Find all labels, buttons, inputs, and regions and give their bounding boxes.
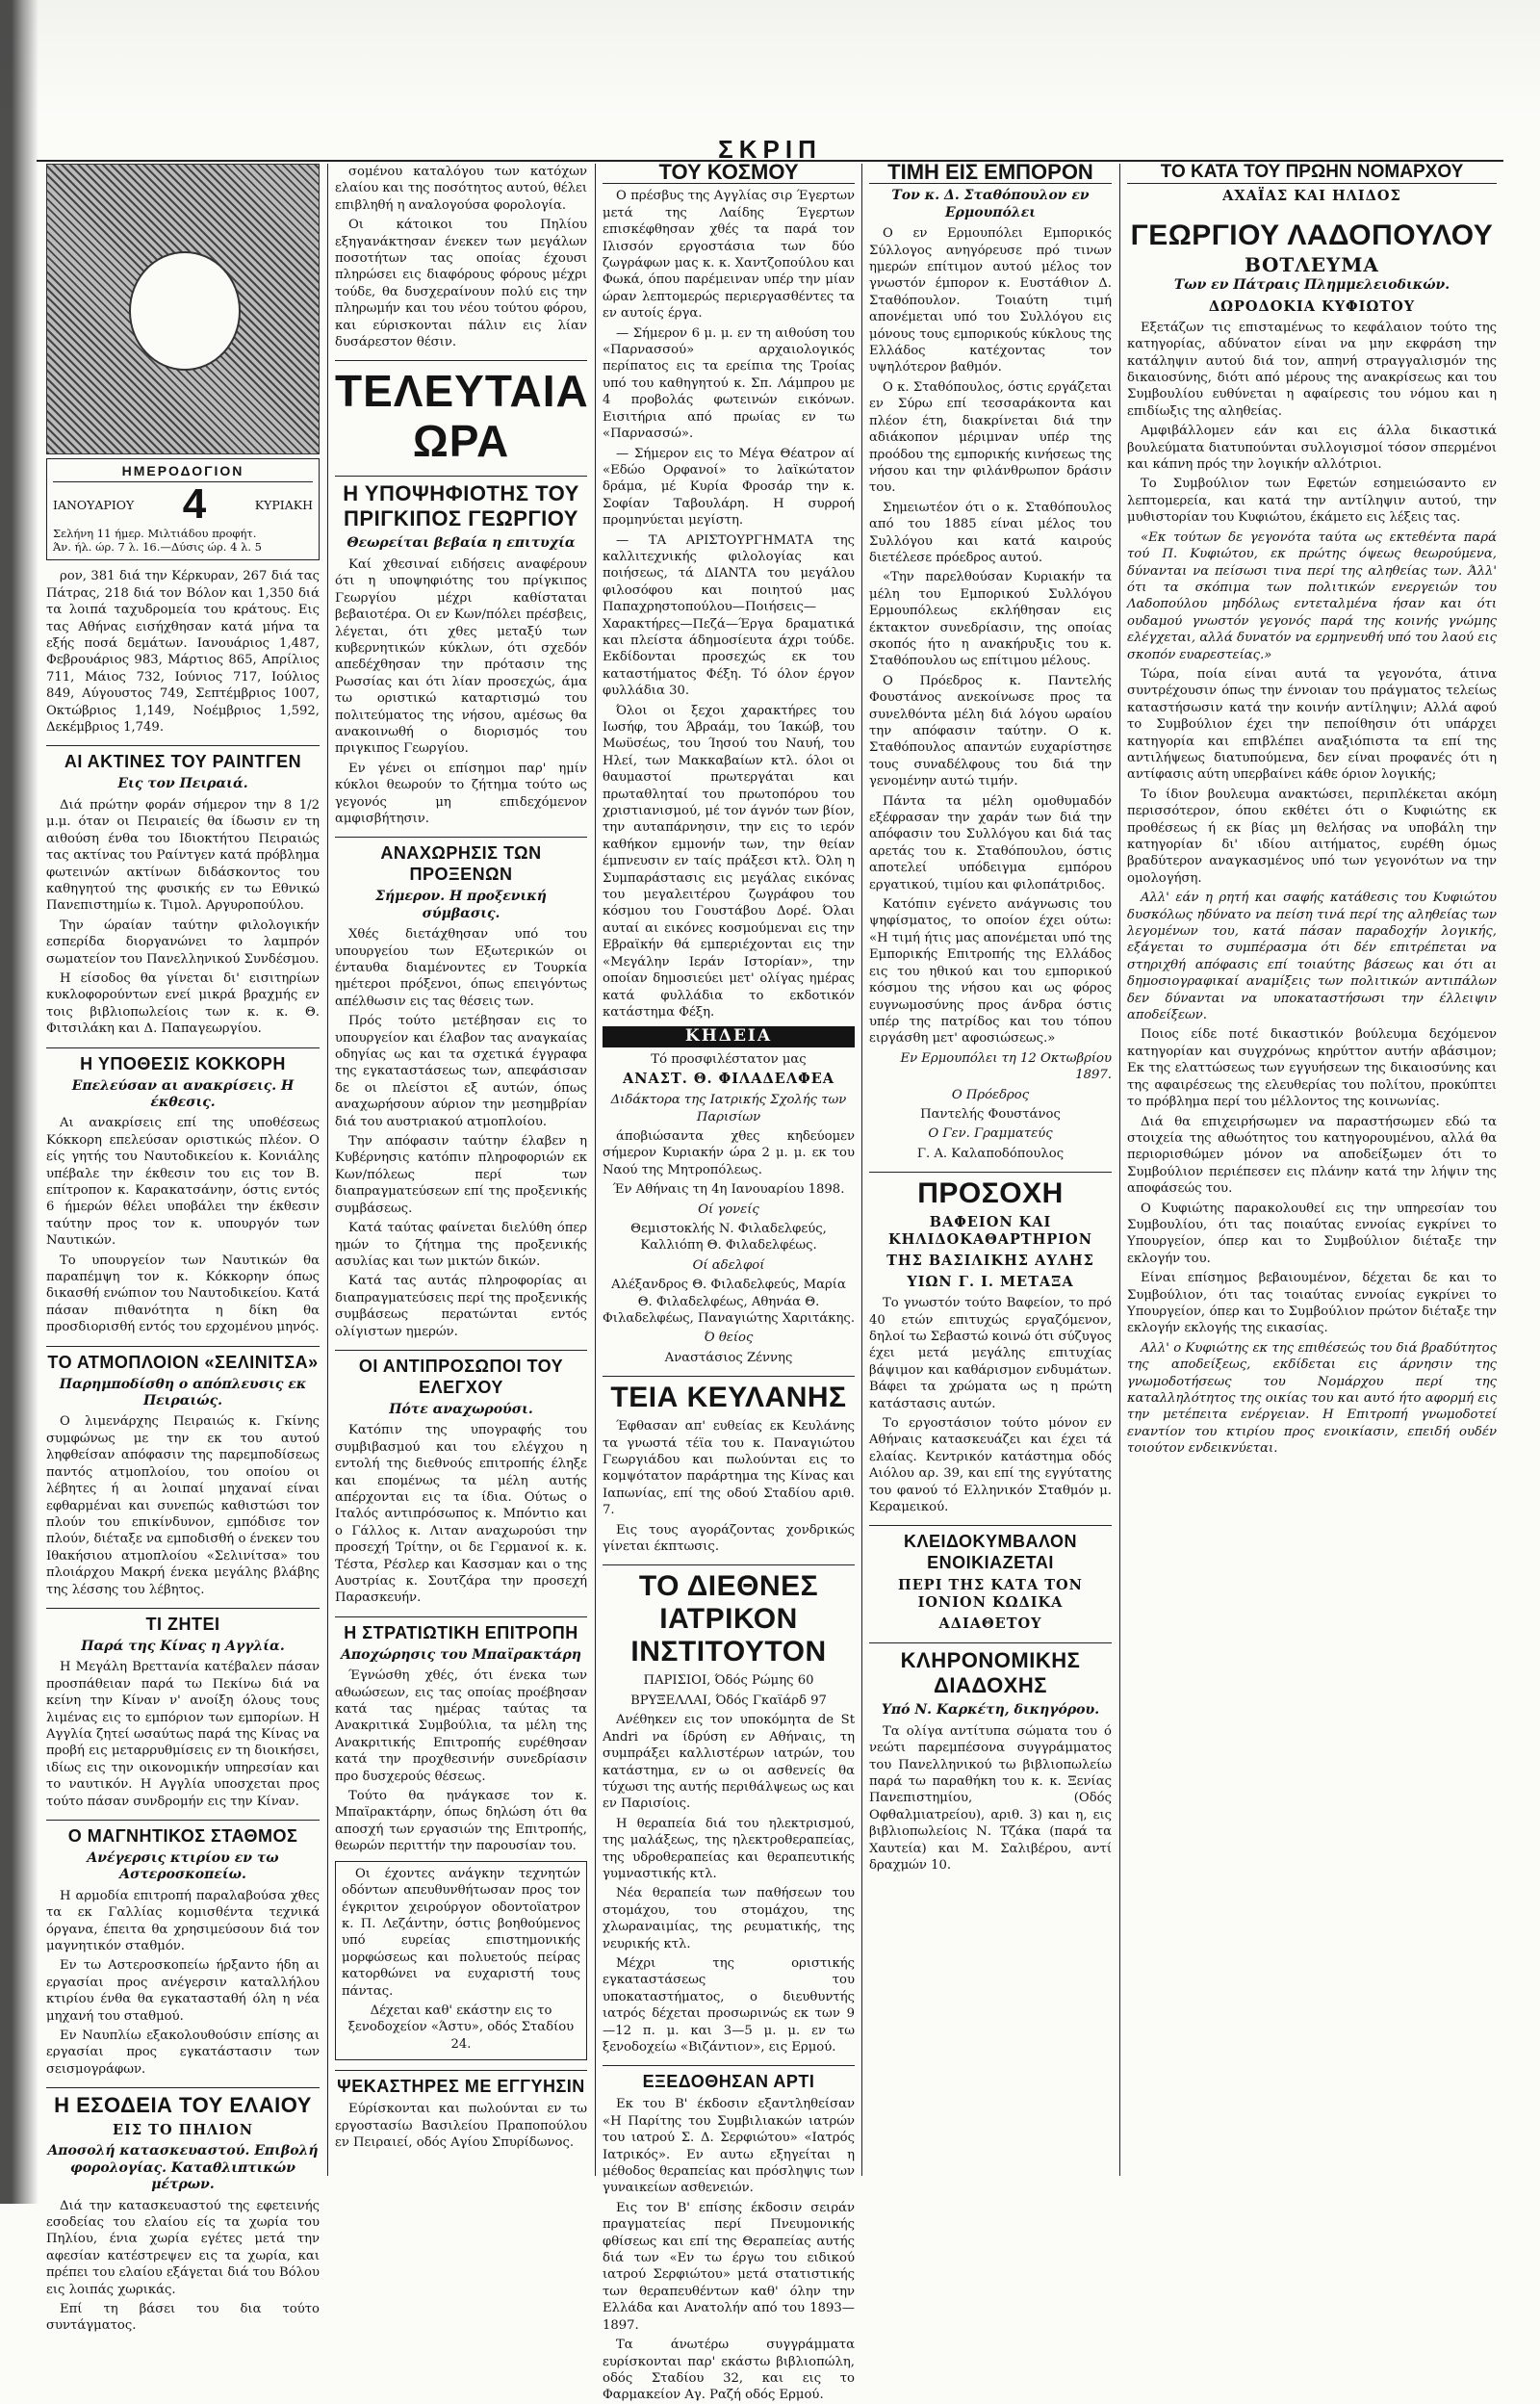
article-text: Κατά ταύτας φαίνεται διελύθη όπερ ημών το ζήτημα της προξενικής ασυλίας και των μικτών δικών. (335, 1221, 587, 1269)
article-text: Έγνώσθη χθές, ότι ένεκα των αθωώσεων, εις τας οποίας προέβησαν κατά τας ημέρας ταύτας τα Ανακριτικά Συμβούλια, τα μέλη της Ανακριτικής Επιτροπής ευρέθησαν κατά την προχθεσινήν συνεδρίασιν προ δυσχερούς θέσεως. (335, 1668, 587, 1784)
signature-line: Ο Πρόεδρος (951, 1087, 1030, 1102)
section-title: ΤΙΜΗ ΕΙΣ ΕΜΠΟΡΟΝ (869, 164, 1112, 184)
article-text: Το υπουργείον των Ναυτικών θα παραπέμψη τον κ. Κόκκορην όπως δικασθή ενώπιον του Ναυτοδικείου. Κατά πάσαν πιθανότητα η δίκη θα προσδιορισθή εντός του ερχομένου μηνός. (46, 1253, 320, 1335)
article-text: Εκ του Β' έκδοσιν εξαντληθείσαν «Η Παρίτης του Συμβιλιακών ιατρών του ιατρού Σ. Δ. Σερφιώτου» «Ιατρός Ιατρικός». Εν αυτω εξηγείται η μέθοδος θεραπείας και πρόσληψις των γυναικείων ασθενειών. (603, 2097, 855, 2196)
article-text: Τα άνωτέρω συγγράμματα ευρίσκονται παρ' εκάστω βιβλιοπώλη, οδός Σταδίου 32, και εις το Φαρμακείον Αγ. Ραζή οδός Ερμού. (603, 2338, 855, 2403)
scan-top-margin (0, 0, 1540, 116)
notice-text: άποβιώσαντα χθες κηδεύομεν σήμερον Κυριακήν ώρα 2 μ. μ. εκ του Ναού της Μητροπόλεως. (603, 1128, 855, 1177)
headline: ΕΞΕΔΟΘΗΣΑΝ ΑΡΤΙ (603, 2065, 855, 2092)
article-text: Εξετάζων τις επισταμένως το κεφάλαιον τούτο της κατηγορίας, αδύνατον είναι να μην εκφράση την κατάληψιν αυτού διά τον, απηνή στραγγαλισμόν της δικαιοσύνης, διότι από μέρους της ανακρίσεως και του Συμβουλίου ευθύνεται η αφαίρεσις του νόμου και η επιδίωξις της αληθείας. (1127, 320, 1497, 419)
article-text: ρον, 381 διά την Κέρκυραν, 267 διά τας Πάτρας, 218 διά τον Βόλον και 1,350 διά τα λοιπά ταχυδρομεία του κράτους. Εις τας Αθήνας εισήχθησαν κατά μήνα τα εξής ποσά δεμάτων. Ιανουάριος 1,487, Φεβρουάριος 983, Μάρτιος 865, Απρίλιος 711, Μάιος 732, Ιούνιος 717, Ιούλιος 849, Αύγουστος 749, Σεπτέμβριος 1007, Οκτώβριος 1,149, Νοέμβριος 1,592, Δεκέμβριος 1,749. (46, 569, 320, 736)
article-text: Ο Κυφιώτης παρακολουθεί εις την υπηρεσίαν του Συμβουλίου, ότι τας ποιαύτας εννοίας εγκρίνει το Υπουργείον, όπερ και το Συμβούλιον διέταξε την εκλογήν του. (1127, 1201, 1497, 1266)
article-text: Ανέθηκεν εις τον υποκόμητα de St Andri να ίδρύση εν Αθήναις, τη συμπράξει καλλιστέρων ιατρών, του κατάστημα, εν ω οι ασθενείς θα τύχωσι της αυτής περιθάλψεως ως και εν Παρισίοις. (603, 1713, 855, 1812)
subheadline: Αποχώρησις του Μπαϊρακτάρη (341, 1646, 581, 1663)
article-text: Διά θα επιχειρήσωμεν να παραστήσωμεν εδώ τα στοιχεία της αθωότητος του κατηγορουμένου, αλλά θα περιορισθώμεν μόνον να αποδείξωμεν ότι το Συμβούλιον περιέπεσεν εις πλάνην κατά την λήψιν της αποφάσεώς του. (1127, 1114, 1497, 1197)
article-text: Την ώραίαν ταύτην φιλολογικήν εσπερίδα διοργανώνει το λαμπρόν σωματείον του Πανελληνικού Συνδέσμου. (46, 918, 320, 967)
headline-line-2: ΑΧΑΪΑΣ ΚΑΙ ΗΛΙΔΟΣ (1222, 188, 1401, 205)
headline: Η ΣΤΡΑΤΙΩΤΙΚΗ ΕΠΙΤΡΟΠΗ (335, 1616, 587, 1643)
article-text: Μέχρι της οριστικής εγκαταστάσεως του υποκαταστήματος, ο διευθυντής ιατρός δέχεται προσωρινώς εκ των 9—12 π. μ. και 3—5 μ. μ. εν τω ξενοδοχείω «Βιζάντιον», εις Ερμού. (603, 1955, 855, 2055)
headline: ΤΕΙΑ ΚΕΥΛΑΝΗΣ (603, 1376, 855, 1414)
notice-line: Ό θείος (704, 1331, 754, 1346)
article-text: Διά την κατασκευαστού της εφετεινής εσοδείας του ελαίου είς τα χωρία του Πηλίου, ένια χωρία εγέτες μετά την αφεσίαν κατέστρεψεν εις τα χωρία, και πρέπει του ελαίου εξάγεται διά του Βόλου εις λοιπάς χωρικάς. (46, 2198, 320, 2297)
article-text: Εν τω Αστεροσκοπείω ήρξαντο ήδη αι εργασίαι προς ανέγερσιν καταλλήλου κτιρίου ένθα θα εγκατασταθή όλη η νέα μηχανή του σταθμού. (46, 1958, 320, 2024)
article-text: Όλοι οι ξεχοι χαρακτήρες του Ιωσήφ, του Άβραάμ, του Ίακώβ, του Μωϋσέως, του Ίησού του Ναυή, του Ηλεί, των Μακκαβαίων κτλ. όλοι οι θαυμαστοί πρωτεργάται και πρωταθληταί του πρωτοπόρου του χριστιανισμού, μέ τον άγνόν των βίον, την αυταπάρνησιν, την εις το ιερόν καθήκον εμμονήν των, την θείαν έμπνευσιν εν ταίς πράξεσι κτλ. Όλη η Συμπαράστασις εις μεγάλας εικόνας του μεγαλειτέρου ζωγράφου του κόσμου του Γουστάβου Δορέ. Όλαι αυταί αι εικόνες κοσμούμεναι εις την Εβραϊκήν θά εμπεριέχονται εις την «Μεγάλην Ιεράν Ιστορίαν», την οποίαν δημοσιεύει μετ' ολίγας ημέρας κατά φυλλάδια το εκδοτικόν κατάστημα Φέξη. (603, 703, 855, 1020)
article-text: Οι κάτοικοι του Πηλίου εξηγανάκτησαν ένεκεν των μεγάλων ποσοτήτων τας οποίας έχουσι πληρώσει εις διαφόρους φόρους μέχρι τούδε, θα δυσχεραίνουν πολύ εις την πληρωμήν και του νέου τούτου φόρου, και εύρισκονται πάλιν εις λίαν δυσάρεστον θέσιν. (335, 218, 587, 350)
headline: ΤΟ ΔΙΕΘΝΕΣ ΙΑΤΡΙΚΟΝ ΙΝΣΤΙΤΟΥΤΟΝ (603, 1564, 855, 1668)
column-4 (869, 160, 1112, 2176)
headline: ΠΕΡΙ ΤΗΣ ΚΑΤΑ ΤΟΝ ΙΟΝΙΟΝ ΚΩΔΙΚΑ (898, 1577, 1083, 1612)
almanac-weekday: ΚΥΡΙΑΚΗ (254, 497, 313, 512)
article-quote: «Εκ τούτων δε γεγονότα ταύτα ως εκτεθέντα παρά τού Π. Κυφιώτου, εκ πρώτης όψεως θεωρούμενα, δύνανται να πείσωσι τινα περί της αληθείας των. Άλλ' ότι τα σκόπιμα των πολιτικών ενεργειών του Λαδοπούλου μηδόλως εντεταλμένα ήσαν και ότι ουδαμού γνωστόν γεγονός παρά της κοινής γνώμης ελέγχεται, αλλά δυνατόν να ερμηνευθή υπό του λαού εις σκοπόν ευαρεστείας.» (1127, 530, 1497, 662)
subheadline: Των εν Πάτραις Πλημμελειοδικών. (1173, 277, 1450, 294)
article-text: Κατόπιν της υπογραφής του συμβιβασμού και του ελέγχου η εντολή της διεθνούς επιτροπής έληξε και επομένως τα μέλη αυτής απέρχονται εις τα ίδια. Ούτως ο Ιταλός αντιπρόσωπος κ. Μπόντιο και ο Γάλλος κ. Λιταν αναχωρούσι την προσεχή Τρίτην, οι δε Γερμανοί κ. κ. Τέστα, Ρέσλερ και Κασσμαν και ο της Αυστρίας κ. Σουτζάρα την προσεχή Παρασκευήν. (335, 1423, 587, 1606)
subheadline: Τον κ. Δ. Σταθόπουλον εν Ερμουπόλει (891, 188, 1090, 220)
article-text: Κατά τας αυτάς πληροφορίας αι διαπραγματεύσεις περί της προξενικής συμβάσεως περατώνται εντός ολίγιστων ημερών. (335, 1274, 587, 1339)
article-text: Έφθασαν απ' ευθείας εκ Κευλάνης τα γνωστά τέϊα του κ. Παναγιώτου Γεωργιάδου και πωλούνται εις το κομψότατον παράρτημα της Κίνας και Ιαπωνίας, επί της οδού Σταδίου αριθ. 7. (603, 1419, 855, 1518)
column-5 (1127, 164, 1497, 2176)
headline: Η ΥΠΟΨΗΦΙΟΤΗΣ ΤΟΥ ΠΡΙΓΚΙΠΟΣ ΓΕΩΡΓΙΟΥ (335, 476, 587, 531)
column-rule (861, 164, 862, 2176)
article-text: Πρός τούτο μετέβησαν εις το υπουργείον και έλαβον τας αναγκαίας οδηγίας ως και τα σχετικά έγγραφα της εγκαταστάσεως των, απεφάσισαν δε οι πλείστοι εξ αυτών, όπως αναχωρήσουν αύριον την μεσημβρίαν διά του αυστριακού ατμοπλοίου. (335, 1014, 587, 1129)
column-2 (335, 164, 587, 2176)
column-rule (595, 164, 596, 2176)
ad-address: Δέχεται καθ' εκάστην εις το ξενοδοχείον «Άστυ», οδός Σταδίου 24. (347, 2003, 575, 2052)
column-1 (46, 164, 320, 2334)
article-text: Νέα θεραπεία των παθήσεων του στομάχου, του στομάχου, της χλωραναιμίας, της ρευματικής, της νευρικής κτλ. (603, 1886, 855, 1952)
subheadline: Θεωρείται βεβαία η επιτυχία (346, 535, 576, 552)
almanac-moon: Σελήνη 11 ήμερ. Μιλτιάδου προφήτ. (53, 527, 257, 541)
article-text: Εν γένει οι επίσημοι παρ' ημίν κύκλοι θεωρούν το ζήτημα τούτο ως γεγονός μη επιδεχόμενον αμφισβήτησιν. (335, 761, 587, 826)
article-text: Χθές διετάχθησαν υπό του υπουργείου των Εξωτερικών οι ένταυθα διαμένοντες εν Τουρκία ημέτεροι πρόξενοι, όπως επειγόντως απέλθωσιν εις τας θέσεις των. (335, 927, 587, 1009)
notice-line: Τό προσφιλέστατον μας (651, 1051, 807, 1067)
article-text: Ο Πρόεδρος κ. Παντελής Φουστάνος ανεκοίνωσε προς τα συνελθόντα μέλη διά λόγου ωραίου την απόφασιν ταύτην. Ο κ. Σταθόπουλος απαντών ευχαρίστησε τους συναδέλφους του διά την γενομένην αυτώ τιμήν. (869, 673, 1112, 789)
notice-date: Έν Αθήναις τη 4η Ιανουαρίου 1898. (612, 1182, 845, 1198)
headline-line-4: ΒΟΤΛΕΥΜΑ (1245, 253, 1379, 277)
article-text: Επί τη βάσει του δια τούτο συντάγματος. (46, 2301, 320, 2334)
section-title: ΤΟ ΚΑΤΑ ΤΟΥ ΠΡΩΗΝ ΝΟΜΑΡΧΟΥ (1127, 164, 1497, 184)
masthead: ΣΚΡΙΠ (718, 135, 822, 164)
funeral-notice-title: ΚΗΔΕΙΑ (603, 1026, 855, 1047)
article-text: Ο εν Ερμουπόλει Εμπορικός Σύλλογος ανηγόρευσε πρό τινων ημερών επίτιμον αυτού μέλος τον γνωστόν έμπορον κ. Ευστάθιον Δ. Σταθόπουλον. Τοιαύτη τιμή απονέμεται υπό του Συλλόγου εις μόνους τους εμπορικούς κύκλους της Ελλάδος κατέχοντας τον υψηλότερον βαθμόν. (869, 226, 1112, 375)
article-text: Εύρίσκονται και πωλούνται εν τω εργοστασίω Βασιλείου Πραποπούλου εν Πειραιεί, οδός Αγίου Σπυρίδωνος. (335, 2102, 587, 2150)
headline: Ο ΜΑΓΝΗΤΙΚΟΣ ΣΤΑΘΜΟΣ (46, 1820, 320, 1847)
article-text: Ποιος είδε ποτέ δικαστικόν βούλευμα δεχόμενον κατηγορίαν και συγχρόνως κηρύττον αυτήν αβάσιμον; Εκ της ελαττώσεως των εγγυήσεων της δικαιοσύνης και της αφαιρέσεως της ελευθερίας του πολίτου, προκύπτει το πρόβλημα περί του μέλλοντος της κοινωνίας. (1127, 1027, 1497, 1110)
headline: ΑΙ ΑΚΤΙΝΕΣ ΤΟΥ ΡΑΙΝΤΓΕΝ (46, 745, 320, 772)
article-text: Τώρα, ποία είναι αυτά τα γεγονότα, άτινα συντρέχουσιν όπως την έννοιαν του πράγματος τελείως καταστήσωσιν κατά την κοινήν αντίληψιν; Αλλά αφού το Συμβούλιον έχει την πεποίθησιν ότι υπάρχει κατηγορία και επιβλέπει αναξιόπιστα τα επί της αντιλήψεως διατυπούμενα, δεν είναι προφανές ότι η αντίφασις αύτη υπερβαίνει κάθε όριον λογικής; (1127, 666, 1497, 783)
signature-line: Εν Ερμουπόλει τη 12 Οκτωβρίου 1897. (900, 1050, 1112, 1083)
almanac-box (46, 458, 320, 560)
headline: ΠΡΟΣΟΧΗ (869, 1172, 1112, 1210)
subheadline: Παρημποδίσθη ο απόπλευσις εκ Πειραιώς. (59, 1376, 307, 1409)
almanac-sun: Άν. ήλ. ώρ. 7 λ. 16.—Δύσις ώρ. 4 λ. 5 (53, 540, 262, 555)
headline: ΚΛΕΙΔΟΚΥΜΒΑΛΟΝ ΕΝΟΙΚΙΑΖΕΤΑΙ (869, 1525, 1112, 1573)
subheadline: Σήμερον. Η προξενική σύμβασις. (375, 889, 547, 921)
almanac-day-row (53, 482, 313, 527)
almanac-day-number: 4 (182, 480, 207, 529)
column-rule (327, 164, 328, 2176)
article-text: Είναι επίσημος βεβαιουμένον, δέχεται δε και το Συμβούλιον, ότι τας τοιαύτας εννοίας εγκρίνει το Υπουργείον, όπερ και το Συμβούλιον πρώτον διέταξε την εκλογήν εκλογής της εικασίας. (1127, 1271, 1497, 1336)
almanac-month: ΙΑΝΟΥΑΡΙΟΥ (53, 497, 135, 512)
signature-name: Παντελής Φουστάνος (920, 1106, 1061, 1122)
masthead-ornament (46, 164, 320, 454)
signature-name: Γ. Α. Καλαποδόπουλος (916, 1146, 1065, 1161)
article-text: Η Μεγάλη Βρεττανία κατέβαλεν πάσαν προσπάθειαν παρά τω Πεκίνω διά να κείνη την Κίναν ν' ανοίξη όλους τους λιμένας εις το εμπόριον των εμπορίων. Η Αγγλία ζητεί ωσαύτως παρά της Κίνας να προβή εις μεταρρυθμίσεις εν τη διοικήσει, ιδίως εις την οικονομικήν υπηρεσίαν και το ναυτικόν. Η Αγγλία υποσχεται προς τούτο πάσαν συνδρομήν εις την Κίναν. (46, 1660, 320, 1809)
article-text: Το ίδιον βουλευμα ανακτώσει, περιπλέκεται ακόμη περισσότερον, όπου εκθέτει ότι ο Κυφιώτης εκ προθέσεως ή εκ βίας μη θελήσας να υποβάλη την κατηγορίαν δι' ιδίου αιτήματος, ευρέθη όμως βραδύτερον αναγκασμένος υπό των γεγονότων να την ομολογήση. (1127, 787, 1497, 886)
notice-line: Διδάκτορα της Ιατρικής Σχολής των Παρισίων (610, 1093, 847, 1124)
article-text: Εις τους αγοράζοντας χονδρικώς γίνεται έκπτωσις. (603, 1522, 855, 1555)
notice-line: Θεμιστοκλής Ν. Φιλαδελφεύς, Καλλιόπη Θ. Φιλαδελφέως. (630, 1221, 827, 1254)
subheadline-caps: ΔΩΡΟΔΟΚΙΑ ΚΥΦΙΩΤΟΥ (1208, 297, 1416, 315)
article-text: — Σήμερον εις το Μέγα Θέατρον αί «Εδώο Ορφανοί» το λαϊκώτατον δράμα, μέ Κυρία Φροσάρ την κ. Σοφίαν Ταβουλάρη. Η συρροή προμηνύεται μεγίστη. (603, 446, 855, 529)
article-text: Αμφιβάλλομεν εάν και εις άλλα δικαστικά βουλεύματα διατυπούνται συλλογισμοί τόσον σπερμένοι και κάπνη πρός την λογικήν αλλότριοι. (1127, 424, 1497, 473)
headline-last-hour: ΤΕΛΕΥΤΑΙΑ ΩΡΑ (335, 360, 587, 466)
subheadline: Αποσολή κατασκευαστού. Επιβολή φορολογίας. Καταθλιπτικών μέτρων. (47, 2143, 319, 2193)
advertisement-box (335, 1861, 587, 2060)
subheadline: Παρά της Κίνας η Αγγλία. (81, 1638, 285, 1654)
article-text: Αλλ' εάν η ρητή και σαφής κατάθεσις του Κυφιώτου δυσκόλως ηδύνατο να πείση τινά περί της αληθείας των λεγομένων του, κατά πάσαν παραδοχήν λογικής, εξάγεται το συμπέρασμα ότι δέν επιτρέπεται να στηριχθή απόφασις επί τοιαύτης βάσεως και ότι αι δημοσιογραφικαί αναμίξεις των πολιτικών αντιπάλων δεν δύνανται να υποκαταστήσωσι την έλλειψιν αποδείξεων. (1127, 891, 1497, 1023)
article-text: Η αρμοδία επιτροπή παραλαβούσα χθες τα εκ Γαλλίας κομισθέντα τεχνικά όργανα, έπειτα θα χρησιμεύσουν διά τον μαγνητικόν σταθμόν. (46, 1888, 320, 1954)
article-text: Αλλ' ο Κυφιώτης εκ της επιθέσεώς του διά βραδύτητος της αποδείξεως, εκδίδεται εις άρνησιν της γνωμοδοτήσεως του Νομάρχου περί της καταλληλότητος της οικίας του και αυτό ήτο αφορμή εις την μετέπειτα ενέργειαν. Η Επιτροπή γνωμοδοτεί εναντίον του κτιρίου προς ενοικίασιν, επειδή ουδέν τοιούτον ενδεικνύεται. (1127, 1340, 1497, 1457)
headline-line-3: ΤΗΣ ΒΑΣΙΛΙΚΗΣ ΑΥΛΗΣ (886, 1253, 1094, 1270)
notice-line: Αλέξανδρος Θ. Φιλαδελφεύς, Μαρία Θ. Φιλαδελφέως, Αθηνάα Θ. Φιλαδελφέως, Παναγιώτης Χαριτάκης. (603, 1278, 856, 1326)
article-text: Αι ανακρίσεις επί της υποθέσεως Κόκκορη επελεύσαν οριστικώς πλέον. Ο είς γητής του Ναυτοδικείου κ. Κονιάλης υπέβαλε την έκθεσιν του εις τον Β. επίτροπον κ. Καρακατσάνην, όστις εντός 6 ήμερών θέλει υποβάλει την έκθεσιν ταύτην προς τον κ. υπουργόν των Ναυτικών. (46, 1116, 320, 1249)
scan-left-edge (0, 0, 38, 2204)
article-text: Η είσοδος θα γίνεται δι' εισιτηρίων κυκλοφορούντων ενεί μικρά βραχμής εν τοις βιβλιοπωλείοις των κ. κ. Θ. Φιτσιλάκη και Δ. Παπαγεωργίου. (46, 970, 320, 1037)
section-title: ΤΟΥ ΚΟΣΜΟΥ (603, 164, 855, 184)
subheadline: Ανέγερσις κτιρίου εν τω Αστεροσκοπείω. (87, 1850, 279, 1883)
headline-line-2: ΒΑΦΕΙΟΝ ΚΑΙ ΚΗΛΙΔΟΚΑΘΑΡΤΗΡΙΟΝ (888, 1214, 1092, 1249)
article-text: Το Συμβούλιον των Εφετών εσημειώσαντο εν λεπτομερεία, και κατά την αντίληψιν αυτού, την μυθιστορίαν του Κυφιώτου, έκάμετο εις λέξεις τας. (1127, 477, 1497, 526)
article-text: Ο λιμενάρχης Πειραιώς κ. Γκίνης συμφώνως με την εκ του αυτού ληφθείσαν απόφασιν της παρεμποδίσεως παντός ατμοπλοίου, του οποίου οι λέβητες ή αι λοιπαί μηχαναί είναι εφθαρμέναι και συνεπώς καθιστώσι τον πλούν του επικίνδυνον, εμπόδισε τον πλούν, διέταξε να εμποδισθή ο ένεκεν του Ιθακήσιου ατμοπλοίου «Σελινίτσα» του πλοιάρχου Μακρή ένεκα μεγάλης βλάβης της λέσσης του λέβητος. (46, 1414, 320, 1597)
article-text: — Σήμερον 6 μ. μ. εν τη αιθούση του «Παρνασσού» αρχαιολογικός περίπατος εις τα ερείπια της Τροίας υπό του καθηγητού κ. Σπ. Λάμπρου με 4 προβολάς φωτεινών εικόνων. Εισιτήρια από πρωίας εν τω «Παρνασσώ». (603, 325, 855, 442)
subheadline: Υπό Ν. Καρκέτη, δικηγόρου. (881, 1702, 1100, 1719)
subheadline: Επελεύσαν αι ανακρίσεις. Η έκθεσις. (71, 1077, 295, 1110)
article-text: Σημειωτέον ότι ο κ. Σταθόπουλος από του 1885 είναι μέλος του Συλλόγου και κατά καιρούς διετέλεσε πρόεδρος αυτού. (869, 500, 1112, 565)
article-text: σομένου καταλόγου των κατόχων ελαίου και της ποσότητος αυτού, θέλει επιβληθή η αναλογούσα φορολογία. (335, 165, 587, 213)
headline: ΨΕΚΑΣΤΗΡΕΣ ΜΕ ΕΓΓΥΗΣΙΝ (335, 2070, 587, 2097)
article-text: Διά πρώτην φοράν σήμερον την 8 1/2 μ.μ. όταν οι Πειραιείς θα ίδωσιν εν τη αιθούση ένθα του Ιδιοκτήτου Πειραιώς τας ακτίνας του Ραίντγεν κατά πρόβλημα φωτεινών ακτίνων διδάσκοντος του καθηγητού της φυσικής εν τω Εθνικώ Πανεπιστημίω κ. Τιμολ. Αργυροπούλου. (46, 797, 320, 914)
headline: ΟΙ ΑΝΤΙΠΡΟΣΩΠΟΙ ΤΟΥ ΕΛΕΓΧΟΥ (335, 1350, 587, 1398)
notice-name: ΑΝΑΣΤ. Θ. ΦΙΛΑΔΕΛΦΕΑ (622, 1071, 835, 1088)
article-text: — ΤΑ ΑΡΙΣΤΟΥΡΓΗΜΑΤΑ της καλλιτεχνικής φιλολογίας και ποιήσεως, τά ΔΙΑΝΤΑ του μεγάλου φιλοσόφου και ποιητού μας Παπαχρηστοπούλου—Ποιήσεις—Χαρακτήρες—Πεζά—Έργα δραματικά και πλείστα άδημοσίευτα άχρι τούδε. Εκδίδονται προσεχώς εκ του καταστήματος Φέξη. Τό όλον έργον φυλλάδια 30. (603, 532, 855, 699)
article-text: Το γνωστόν τούτο Βαφείον, το πρό 40 ετών επιτυχώς εργαζόμενον, δηλοί τω Σεβαστώ κοινώ ότι σύζυγος έχει μετά μεγάλης επιτυχίας βάψιμον και καθάρισμον ενδυμάτων. Βάφει τα χρώματα ως η πρώτη κατάστασις αυτών. (869, 1296, 1112, 1411)
article-text: «Την παρελθούσαν Κυριακήν τα μέλη του Εμπορικού Συλλόγου Ερμουπόλεως εκλήθησαν εις έκτακτον συνεδρίασιν, της οποίας σκοπός ήτο η ανακήρυξις του κ. Σταθόπουλου ως επίτιμου μέλους. (869, 570, 1112, 669)
headline: Η ΥΠΟΘΕΣΙΣ ΚΟΚΚΟΡΗ (46, 1047, 320, 1074)
column-rule (1119, 164, 1120, 2176)
almanac-title: ΗΜΕΡΟΔΟΓΙΟΝ (53, 463, 313, 482)
headline: Η ΕΣΟΔΕΙΑ ΤΟΥ ΕΛΑΙΟΥ (46, 2087, 320, 2118)
article-text: Την απόφασιν ταύτην έλαβεν η Κυβέρνησις κατόπιν πληροφοριών εκ Κων/πόλεως περί των διαπραγματεύσεων επί της προξενικής συμβάσεως. (335, 1134, 587, 1216)
headline: ΤΟ ΑΤΜΟΠΛΟΙΟΝ «ΣΕΛΙΝΙΤΣΑ» (46, 1346, 320, 1373)
article-text: Η θεραπεία διά του ηλεκτρισμού, της μαλάξεως, της ηλεκτροθεραπείας, της υδροθεραπείας και θεραπευτικής γυμναστικής κτλ. (603, 1816, 855, 1881)
headline: ΤΙ ΖΗΤΕΙ (46, 1608, 320, 1635)
headline-name: ΓΕΩΡΓΙΟΥ ΛΑΔΟΠΟΥΛΟΥ (1130, 220, 1494, 252)
headline: ΑΝΑΧΩΡΗΣΙΣ ΤΩΝ ΠΡΟΞΕΝΩΝ (335, 837, 587, 885)
ad-text: Οι έχοντες ανάγκην τεχνητών οδόντων απευθυνθήτωσαν προς τον έγκριτον χειρούργον οδοντοϊατρον κ. Π. Λεζάντην, όστις βοηθούμενος υπό ευρείας επιστημονικής μορφώσεως και πολυετούς πείρας κατορθώνει να ευχαριστή τους πάντας. (342, 1866, 580, 1999)
article-text: Καί χθεσιναί ειδήσεις αναφέρουν ότι η υποψηφιότης του πρίγκιπος Γεωργίου μέχρι καθίσταται βεβαιοτέρα. Οι εν Κων/πόλει πρέσβεις, λέγεται, ότι χθες μεταξύ των κυβερνητικών κύκλων, ότι σχεδόν απεδέχθησαν την πρότασιν της Ρωσσίας και ότι λίαν προσεχώς, άμα τω οριστικώ καταρτισμώ του πολιτεύματος της νήσου, αμέσως θα ανακοινωθή ο διορισμός του πριγκιπος Γεωργίου. (335, 556, 587, 757)
column-3 (603, 160, 856, 2403)
article-text: Πάντα τα μέλη ομοθυμαδόν εξέφρασαν την χαράν των διά την απόφασιν του Συλλόγου και διά τας αρετάς του κ. Σταθόπουλου, όστις αποτελεί υπόδειγμα εμπόρου εργατικού, τιμίου και φιλοπάτριδος. (869, 793, 1112, 892)
address-line: ΠΑΡΙΣΙΟΙ, Όδός Ρώμης 60 (643, 1673, 814, 1689)
notice-line: Οί αδελφοί (692, 1257, 765, 1273)
article-text: Τούτο θα ηνάγκασε τον κ. Μπαϊρακτάρην, όπως δηλώση ότι θα αποσχή των εργασιών της Επιτροπής, θεωρών περιττήν την παρουσίαν του. (335, 1789, 587, 1854)
article-text: Κατόπιν εγένετο ανάγνωσις του ψηφίσματος, το οποίον έχει ούτω: «Η τιμή ήτις μας απονέμεται υπό της Εμπορικής Επιτροπής της Ελλάδος εις του ηθικού και του εμπορικού κόσμου της νήσου και ως φόρος ευγνωμοσύνης προς άνδρα όστις υπέρ της πατρίδος και του τόπου ειργάσθη μετ' αφοσιώσεως.» (869, 897, 1112, 1047)
address-line: ΒΡΥΞΕΛΛΑΙ, Όδός Γκαϊάρδ 97 (630, 1693, 827, 1708)
subheadline: Εις τον Πειραιά. (117, 776, 248, 792)
article-text: Εν Ναυπλίω εξακολουθούσιν επίσης αι εργασίαι προς εγκατάστασιν των σεισμογράφων. (46, 2029, 320, 2077)
headline-line-2: ΑΔΙΑΘΕΤΟΥ (938, 1616, 1042, 1633)
article-text: Το εργοστάσιον τούτο μόνον εν Αθήναις κατασκευάζει και έχει τά ελαίας. Κεντρικόν κατάστημα οδός Αιόλου αρ. 39, και επί της εγγύτατης του φανού τό Ελληνικόν Σταθμόν μ. Κεραμεικού. (869, 1416, 1112, 1515)
article-text: Ο κ. Σταθόπουλος, όστις εργάζεται εν Σύρω επί τεσσαράκοντα και πλέον έτη, διακρίνεται διά την αδιάκοπον μέριμναν υπέρ της προόδου της εμπορικής κινήσεως της νήσου και την φιλάνθρωπον δράσιν του. (869, 379, 1112, 496)
article-text: Εις τον Β' επίσης έκδοσιν σειράν πραγματείας περί Πνευμονικής φθίσεως και επί της Θεραπείας αυτής διά των «Εν τω έργω του ειδικού ιατρού Σερφιώτου» μετά στατιστικής των θεραπευθέντων καθ' όλην την Ελλάδα και Ανατολήν από του 1893—1897. (603, 2200, 855, 2333)
notice-line: Αναστάσιος Ζέννης (664, 1350, 793, 1365)
notice-line: Οί γονείς (698, 1202, 759, 1217)
article-text: Τα ολίγα αντίτυπα σώματα του ό νεώτι παρεμπέσονα συγγράμματος του Πανελληνικού τω βιβλιοπωλείω παρά τω παραθήκη του κ. κ. Ξενίας Πανεπιστημίου, (Οδός Οφθαλμιατρείου), αριθ. 3) και η, εις βιβλιοπωλείοις Ν. Τζάκα (παρά τα Χαυτεία) και Μ. Σαλιβέρου, αντί δραχμών 10. (869, 1723, 1112, 1874)
headline-line-4: ΥΙΩΝ Γ. Ι. ΜΕΤΑΞΑ (907, 1274, 1074, 1291)
subheadline: Πότε αναχωρούσι. (389, 1401, 533, 1417)
headline-line-2: ΕΙΣ ΤΟ ΠΗΛΙΟΝ (113, 2122, 253, 2139)
headline-line-3: ΚΛΗΡΟΝΟΜΙΚΗΣ ΔΙΑΔΟΧΗΣ (869, 1642, 1112, 1698)
article-text: Ο πρέσβυς της Αγγλίας σιρ Έγερτων μετά της Λαίδης Έγερτων επισκέφθησαν χθές τα παρά τον Ιλισσόν εργοστάσια των δύο ζωγράφων μας κ. κ. Χαντζοπούλου και Φωκά, όπου παρέμειναν υπέρ την μίαν ώραν λεπτομερώς περιεργασθέντες τα εν αυτοίς έργα. (603, 189, 855, 322)
signature-line: Ο Γεν. Γραμματεύς (928, 1126, 1053, 1142)
